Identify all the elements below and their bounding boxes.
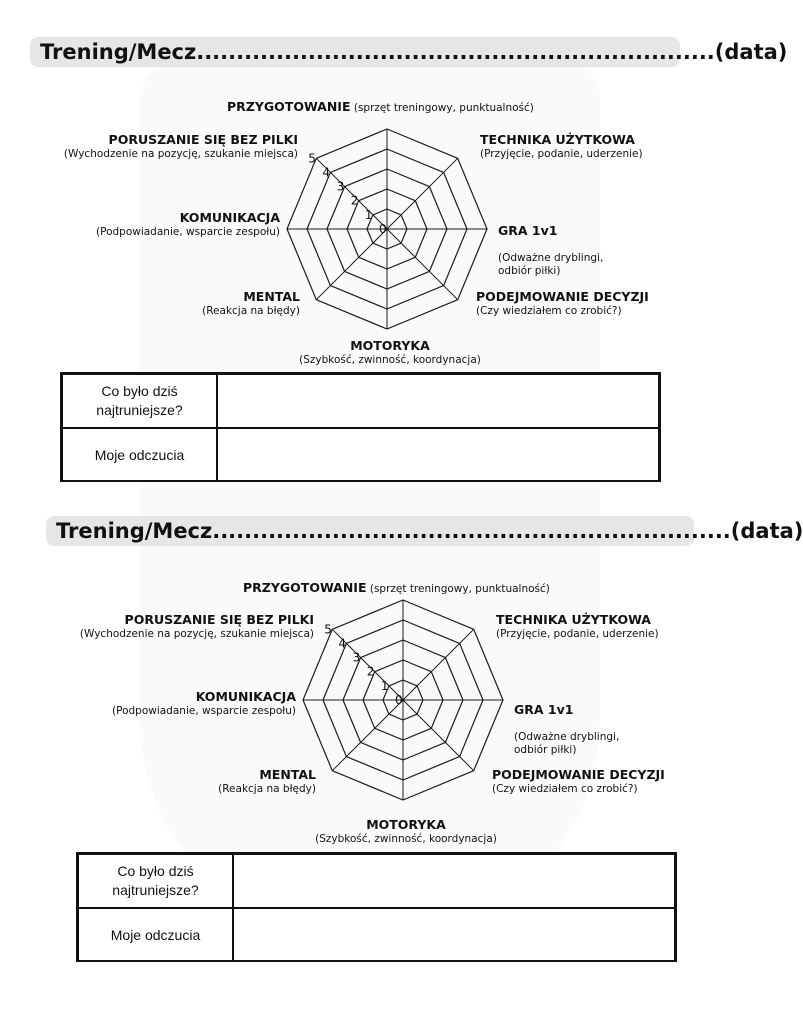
category-technique	[496, 613, 659, 641]
category-decisions	[492, 768, 665, 796]
scale-tick-label: 2	[350, 193, 359, 208]
notes-answer-feelings[interactable]	[233, 908, 675, 962]
notes-question-hardest: Co było dziś najtruniejsze?	[78, 854, 233, 908]
scale-tick-label: 5	[308, 151, 316, 166]
category-subtitle: (Przyjęcie, podanie, uderzenie)	[496, 628, 659, 640]
category-title: PRZYGOTOWANIE	[243, 580, 367, 595]
category-communication	[76, 690, 296, 718]
scale-tick-label: 3	[336, 179, 345, 194]
category-title: MENTAL	[243, 289, 300, 304]
category-subtitle: (Reakcja na błędy)	[218, 783, 316, 795]
category-mental	[140, 290, 300, 318]
category-subtitle: (Reakcja na błędy)	[202, 305, 300, 317]
scale-tick-label: 2	[366, 664, 375, 679]
category-communication	[60, 211, 280, 239]
category-technique	[480, 133, 643, 161]
category-title: PODEJMOWANIE DECYZJI	[476, 289, 649, 304]
category-subtitle: (sprzęt treningowy, punktualność)	[369, 583, 550, 595]
category-1v1	[514, 690, 619, 757]
category-subtitle: (Odważne dryblingi, odbiór piłki)	[514, 731, 620, 756]
notes-answer-hardest[interactable]	[233, 854, 675, 908]
category-title: PORUSZANIE SIĘ BEZ PILKI	[124, 612, 314, 627]
sheet-header: Trening/Mecz.................................................................(data)	[46, 516, 694, 546]
category-subtitle: (Szybkość, zwinność, koordynacja)	[299, 354, 481, 366]
category-title: MOTORYKA	[350, 338, 430, 353]
sheet-1	[0, 0, 788, 480]
scale-tick-label: 0	[395, 693, 403, 707]
scale-tick-label: 1	[380, 678, 389, 693]
category-subtitle: (Przyjęcie, podanie, uderzenie)	[480, 148, 643, 160]
category-off-ball	[20, 133, 298, 161]
category-subtitle: (Szybkość, zwinność, koordynacja)	[315, 833, 497, 845]
category-motor	[306, 818, 506, 846]
notes-table	[60, 372, 661, 482]
notes-question-hardest: Co było dziś najtruniejsze?	[62, 374, 217, 428]
category-decisions	[476, 290, 649, 318]
category-subtitle: (Podpowiadanie, wsparcie zespołu)	[112, 705, 296, 717]
category-title: MENTAL	[259, 767, 316, 782]
scale-tick-label: 0	[379, 222, 387, 236]
category-title: TECHNIKA UŻYTKOWA	[480, 132, 635, 147]
category-title: GRA 1v1	[514, 702, 574, 717]
category-title: GRA 1v1	[498, 223, 558, 238]
category-title: KOMUNIKACJA	[179, 210, 280, 225]
notes-answer-feelings[interactable]	[217, 428, 659, 482]
scale-tick-label: 4	[322, 165, 331, 180]
category-subtitle: (Odważne dryblingi, odbiór piłki)	[498, 252, 604, 277]
category-title: PORUSZANIE SIĘ BEZ PILKI	[108, 132, 298, 147]
sheet-header: Trening/Mecz.................................................................(data)	[30, 37, 680, 67]
category-off-ball	[36, 613, 314, 641]
notes-question-feelings: Moje odczucia	[62, 428, 217, 482]
notes-question-feelings: Moje odczucia	[78, 908, 233, 962]
category-title: PRZYGOTOWANIE	[227, 99, 351, 114]
scale-tick-label: 5	[324, 622, 332, 637]
scale-tick-label: 3	[352, 650, 361, 665]
category-subtitle: (Czy wiedziałem co zrobić?)	[476, 305, 622, 317]
notes-answer-hardest[interactable]	[217, 374, 659, 428]
category-subtitle: (sprzęt treningowy, punktualność)	[353, 102, 534, 114]
category-motor	[290, 339, 490, 367]
category-mental	[156, 768, 316, 796]
category-subtitle: (Podpowiadanie, wsparcie zespołu)	[96, 226, 280, 238]
category-preparation	[227, 100, 534, 115]
category-subtitle: (Czy wiedziałem co zrobić?)	[492, 783, 638, 795]
sheet-2	[0, 480, 803, 960]
scale-tick-label: 1	[364, 207, 373, 222]
category-title: KOMUNIKACJA	[195, 689, 296, 704]
category-subtitle: (Wychodzenie na pozycję, szukanie miejsca)	[79, 628, 314, 640]
category-preparation	[243, 581, 550, 596]
category-1v1	[498, 211, 603, 278]
scale-tick-label: 4	[338, 636, 347, 651]
category-title: MOTORYKA	[366, 817, 446, 832]
category-title: TECHNIKA UŻYTKOWA	[496, 612, 651, 627]
category-subtitle: (Wychodzenie na pozycję, szukanie miejsca)	[63, 148, 298, 160]
category-title: PODEJMOWANIE DECYZJI	[492, 767, 665, 782]
notes-table	[76, 852, 677, 962]
